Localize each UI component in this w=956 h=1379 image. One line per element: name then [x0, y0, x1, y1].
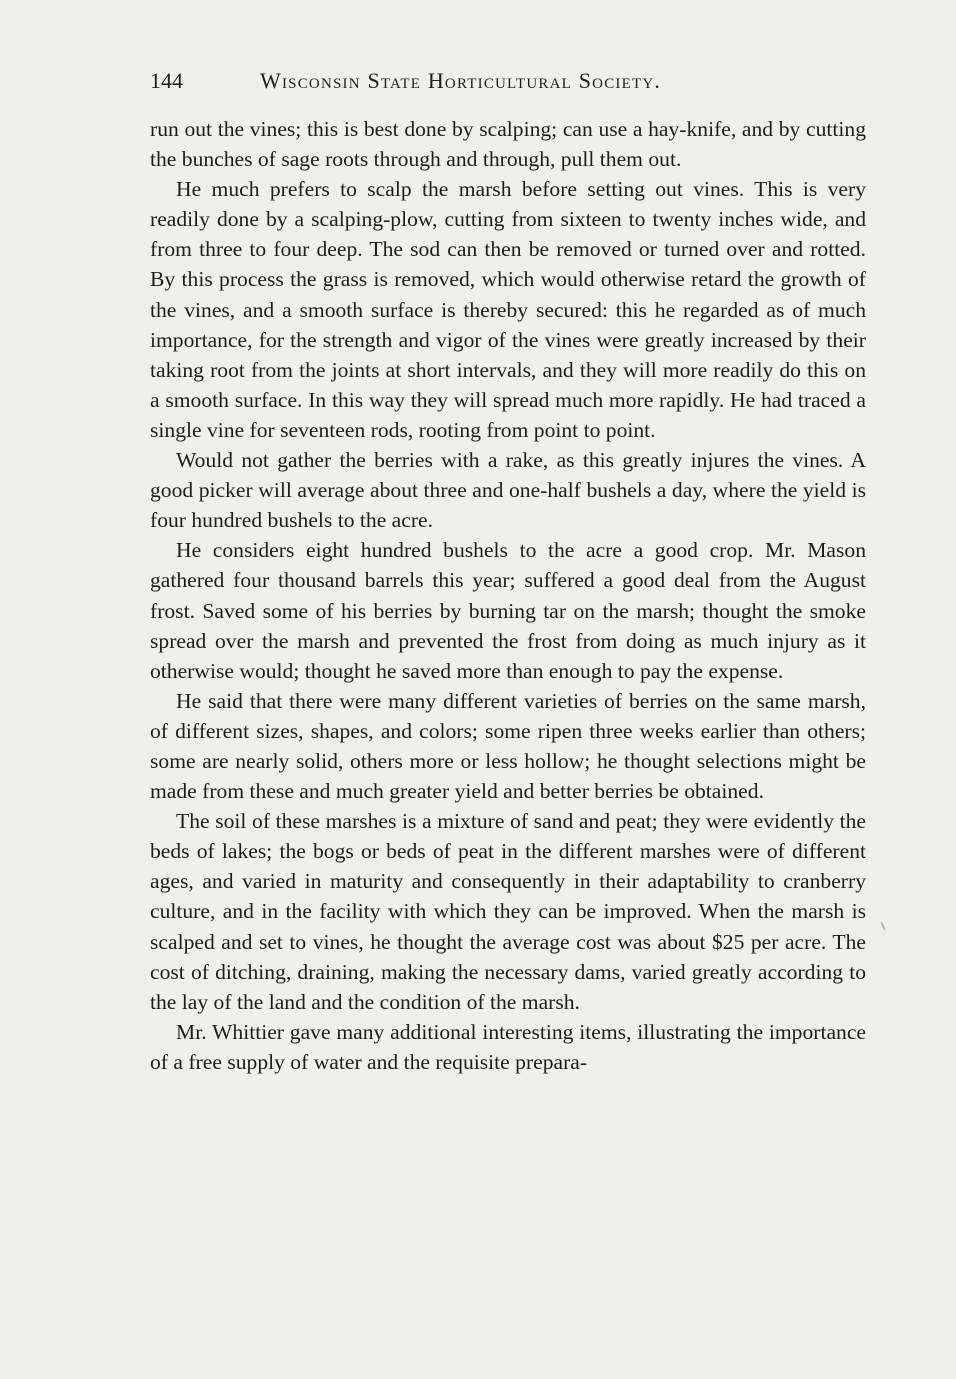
- paragraph-continued: run out the vines; this is best done by scalping; can use a hay-knife, and by cutting the bunches of sage roots through and through, pull them out.: [150, 117, 866, 172]
- paragraph: Would not gather the berries with a rake, as this greatly injures the vines. A good picker will average about three and one-half bushels a day, where the yield is four hundred bushels to the acre.: [150, 448, 866, 533]
- paragraph: The soil of these marshes is a mixture of sand and peat; they were evidently the beds of lakes; the bogs or beds of peat in the different marshes were of different ages, and varied in maturity and consequently in their adaptability to cranberry culture, and in the facility with which they can be improved. When the marsh is scalped and set to vines, he thought the average cost was about $25 per acre. The cost of ditching, draining, making the necessary dams, varied greatly according to the lay of the land and the condition of the marsh.: [150, 809, 866, 1014]
- paragraph: Mr. Whittier gave many additional interesting items, illustrating the importance of a free supply of water and the requisite prepara-: [150, 1019, 866, 1074]
- paragraph: He said that there were many different varieties of berries on the same marsh, of different sizes, shapes, and colors; some ripen three weeks earlier than others; some are nearly solid, others more or less hollow; he thought selections might be made from these and much greater yield and better berries be obtained.: [150, 688, 866, 804]
- running-title: Wisconsin State Horticultural Society.: [260, 68, 662, 93]
- body-text: [150, 114, 866, 1077]
- running-head: [150, 68, 866, 104]
- paragraph: He much prefers to scalp the marsh before setting out vines. This is very readily done by a scalping-plow, cutting from sixteen to twenty inches wide, and from three to four deep. The sod can then be removed or turned over and rotted. By this process the grass is removed, which would otherwise retard the growth of the vines, and a smooth surface is thereby secured: this he regarded as of much importance, for the strength and vigor of the vines were greatly increased by their taking root from the joints at short intervals, and they will more readily do this on a smooth surface. In this way they will spread much more rapidly. He had traced a single vine for seventeen rods, rooting from point to point.: [150, 177, 866, 442]
- page-number: 144: [150, 68, 183, 93]
- paragraph: He considers eight hundred bushels to the acre a good crop. Mr. Mason gathered four thousand barrels this year; suffered a good deal from the August frost. Saved some of his berries by burning tar on the marsh; thought the smoke spread over the marsh and prevented the frost from doing as much injury as it otherwise would; thought he saved more than enough to pay the expense.: [150, 538, 866, 683]
